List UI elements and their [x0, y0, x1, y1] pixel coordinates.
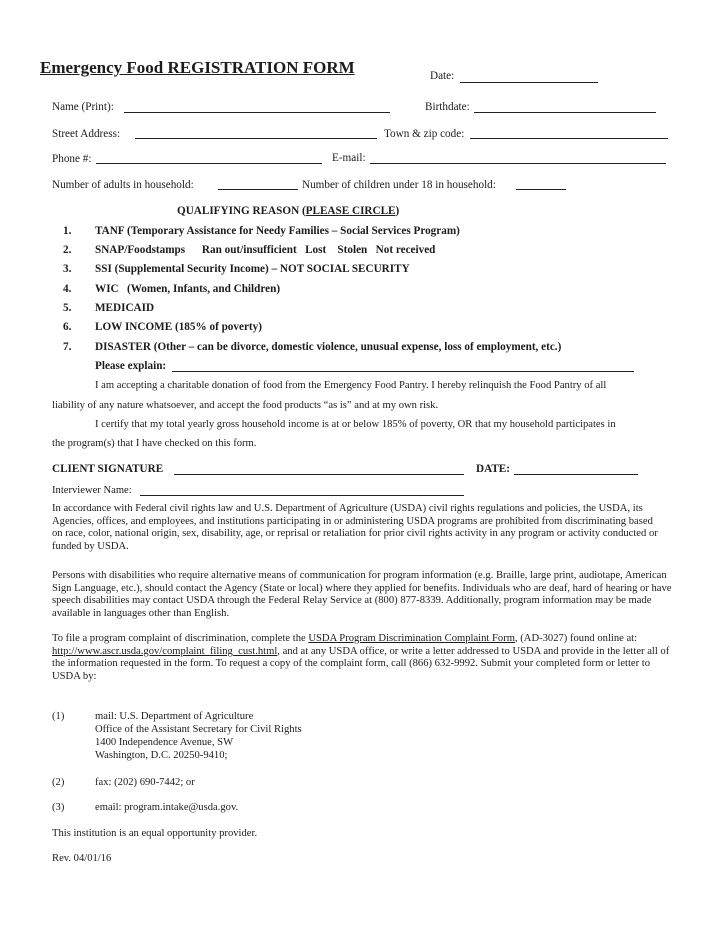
email-label: E-mail: — [332, 152, 366, 164]
reason-ssi[interactable]: SSI (Supplemental Security Income) – NOT SOCIAL SECURITY — [95, 263, 410, 275]
client-signature-field[interactable] — [174, 474, 464, 475]
street-label: Street Address: — [52, 128, 121, 140]
complaint-form-link[interactable]: USDA Program Discrimination Complaint Form — [308, 633, 515, 644]
civil-rights-statement: In accordance with Federal civil rights law and U.S. Department of Agriculture (USDA) civil rights regulations and policies, the USDA, its Agencies, offices, and employees, and institutions participating in or administering USDA programs are prohibited from discriminating based on race, color, national origin, sex, disability, age, or reprisal or retaliation for prior civil rights activity in any program or activity conducted or funded by USDA. — [52, 503, 658, 552]
equal-opportunity-statement: This institution is an equal opportunity provider. — [52, 828, 258, 839]
reason-tanf[interactable]: TANF (Temporary Assistance for Needy Families – Social Services Program) — [95, 225, 460, 237]
reason-number: 7. — [63, 341, 72, 353]
date-label: Date: — [430, 70, 455, 82]
reason-disaster[interactable]: DISASTER (Other – can be divorce, domestic violence, unusual expense, loss of employment, etc.) — [95, 341, 562, 353]
reason-number: 4. — [63, 283, 72, 295]
reason-number: 5. — [63, 302, 72, 314]
reason-number: 1. — [63, 225, 72, 237]
street-field[interactable] — [135, 138, 377, 139]
birthdate-field[interactable] — [474, 112, 656, 113]
fax-line: fax: (202) 690-7442; or — [95, 777, 195, 788]
client-signature-label: CLIENT SIGNATURE — [52, 463, 164, 475]
certify-statement: I certify that my total yearly gross household income is at or below 185% of poverty, OR that my household participates in — [95, 419, 616, 430]
adults-field[interactable] — [218, 189, 298, 190]
form-title: Emergency Food REGISTRATION FORM — [40, 58, 355, 77]
mail-city: Washington, D.C. 20250-9410; — [95, 750, 228, 761]
accept-statement: I am accepting a charitable donation of food from the Emergency Food Pantry. I hereby relinquish the Food Pantry of all — [95, 380, 607, 391]
date-field[interactable] — [460, 82, 598, 83]
disabilities-statement: Persons with disabilities who require alternative means of communication for program information (e.g. Braille, large print, audiotape, American Sign Language, etc.), should contact the Agency (State or local) where they applied for benefits. Individuals who are deaf, hard of hearing or have speech disabilities may contact USDA through the Federal Relay Service at (800) 877-8339. Additionally, program information may be made available in languages other than English. — [52, 570, 672, 619]
complaint-statement: To file a program complaint of discrimination, complete the USDA Program Discrimination Complaint Form, (AD-3027) found online at: http://www.ascr.usda.gov/complaint_filing_cust.html, and at any USDA office, or write a letter addressed to USDA and provide in the letter all of the information requested in the form. To request a copy of the complaint form, call (866) 632-9992. Submit your completed form or letter to USDA by: — [52, 633, 670, 682]
children-field[interactable] — [516, 189, 566, 190]
reason-low-income[interactable]: LOW INCOME (185% of poverty) — [95, 321, 262, 333]
revision-date: Rev. 04/01/16 — [52, 853, 112, 864]
accept-statement-cont: liability of any nature whatsoever, and accept the food products “as is” and at my own risk. — [52, 400, 439, 411]
name-label: Name (Print): — [52, 101, 114, 113]
birthdate-label: Birthdate: — [425, 101, 470, 113]
children-label: Number of children under 18 in household: — [302, 179, 496, 191]
explain-label: Please explain: — [95, 360, 167, 372]
contact-number: (3) — [52, 802, 65, 813]
reason-wic[interactable]: WIC (Women, Infants, and Children) — [95, 283, 281, 295]
qualifying-heading: QUALIFYING REASON (PLEASE CIRCLE) — [177, 205, 400, 217]
reason-medicaid[interactable]: MEDICAID — [95, 302, 155, 314]
contact-number: (2) — [52, 777, 65, 788]
mail-street: 1400 Independence Avenue, SW — [95, 737, 234, 748]
interviewer-label: Interviewer Name: — [52, 485, 132, 496]
phone-label: Phone #: — [52, 153, 92, 165]
reason-number: 6. — [63, 321, 72, 333]
explain-field[interactable] — [172, 371, 634, 372]
reason-number: 2. — [63, 244, 72, 256]
signature-date-label: DATE: — [476, 463, 510, 475]
signature-date-field[interactable] — [514, 474, 638, 475]
certify-statement-cont: the program(s) that I have checked on this form. — [52, 438, 257, 449]
interviewer-field[interactable] — [140, 495, 464, 496]
email-line: email: program.intake@usda.gov. — [95, 802, 239, 813]
reason-snap[interactable]: SNAP/Foodstamps Ran out/insufficient Lost Stolen Not received — [95, 244, 436, 256]
town-label: Town & zip code: — [384, 128, 465, 140]
mail-office: Office of the Assistant Secretary for Civil Rights — [95, 724, 302, 735]
phone-field[interactable] — [96, 163, 322, 164]
contact-number: (1) — [52, 711, 65, 722]
town-zip-field[interactable] — [470, 138, 668, 139]
name-field[interactable] — [124, 112, 390, 113]
reason-number: 3. — [63, 263, 72, 275]
complaint-url-link[interactable]: http://www.ascr.usda.gov/complaint_filing_cust.html — [52, 645, 278, 657]
email-field[interactable] — [370, 163, 666, 164]
mail-line: mail: U.S. Department of Agriculture — [95, 711, 254, 722]
adults-label: Number of adults in household: — [52, 179, 194, 191]
